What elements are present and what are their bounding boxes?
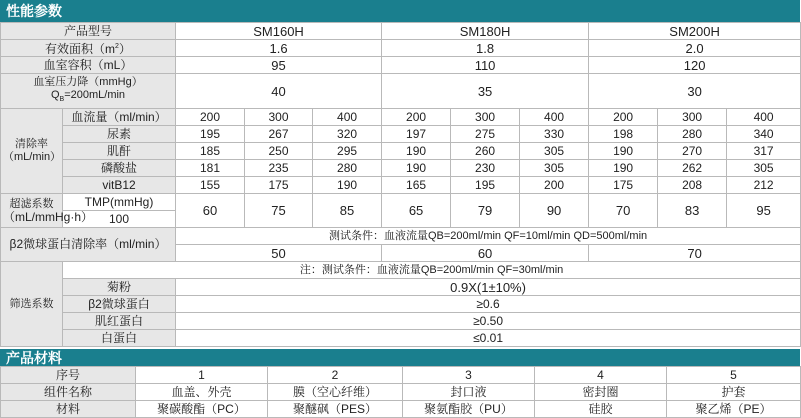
clearance-value: 320 [313, 126, 382, 143]
clearance-value: 190 [382, 143, 451, 160]
sieving-value: ≤0.01 [176, 330, 801, 347]
clearance-value: 155 [176, 177, 245, 194]
sieving-value: 0.9X(1±10%) [176, 279, 801, 296]
clearance-value: 260 [451, 143, 520, 160]
clearance-value: 195 [451, 177, 520, 194]
clearance-value: 267 [245, 126, 313, 143]
materials-section-title: 产品材料 [0, 349, 800, 366]
uf-value: 70 [589, 194, 658, 228]
serial-label: 序号 [1, 367, 136, 384]
component-name: 血盖、外壳 [136, 384, 268, 401]
clearance-value: 190 [382, 160, 451, 177]
clearance-value: 250 [245, 143, 313, 160]
clearance-value: 181 [176, 160, 245, 177]
performance-section-title: 性能参数 [0, 0, 800, 22]
component-name: 密封圈 [535, 384, 667, 401]
clearance-value: 185 [176, 143, 245, 160]
item-no: 2 [268, 367, 403, 384]
volume-value: 120 [589, 57, 801, 74]
flow-value: 300 [245, 109, 313, 126]
model-sm160h: SM160H [176, 23, 382, 40]
item-no: 1 [136, 367, 268, 384]
clearance-value: 175 [589, 177, 658, 194]
uf-value: 85 [313, 194, 382, 228]
area-value: 2.0 [589, 40, 801, 57]
clearance-value: 305 [520, 143, 589, 160]
clearance-row-vitb12: vitB12 [63, 177, 176, 194]
pressure-label-line2: $Q_B=200mL/\min$ [50, 88, 126, 104]
flow-value: 400 [313, 109, 382, 126]
b2m-value: 50 [176, 245, 382, 262]
clearance-value: 295 [313, 143, 382, 160]
flow-value: 200 [176, 109, 245, 126]
component-name: 护套 [667, 384, 801, 401]
sieving-value: ≥0.50 [176, 313, 801, 330]
model-sm180h: SM180H [382, 23, 589, 40]
clearance-value: 197 [382, 126, 451, 143]
tmp-value: 100 [63, 211, 176, 228]
uf-value: 83 [658, 194, 727, 228]
clearance-value: 340 [727, 126, 801, 143]
pressure-label-line1: 血室压力降（mmHg） [33, 75, 143, 88]
clearance-value: 190 [589, 160, 658, 177]
b2m-clearance-label: β2微球蛋白清除率（ml/min） [1, 228, 176, 262]
clearance-value: 305 [727, 160, 801, 177]
clearance-value: 280 [313, 160, 382, 177]
clearance-value: 280 [658, 126, 727, 143]
uf-value: 79 [451, 194, 520, 228]
component-name: 封口液 [403, 384, 535, 401]
flow-value: 400 [520, 109, 589, 126]
b2m-value: 60 [382, 245, 589, 262]
volume-label: 血室容积（mL） [1, 57, 176, 74]
material-name: 聚碳酸酯（PC） [136, 401, 268, 418]
b2m-value: 70 [589, 245, 801, 262]
uf-label: 超滤系数 （mL/mmHg·h） [1, 194, 63, 228]
uf-value: 65 [382, 194, 451, 228]
tmp-label: TMP(mmHg) [63, 194, 176, 211]
item-no: 4 [535, 367, 667, 384]
pressure-label [1, 74, 176, 109]
clearance-value: 190 [589, 143, 658, 160]
clearance-value: 200 [520, 177, 589, 194]
material-name: 聚乙烯（PE） [667, 401, 801, 418]
pressure-value: 40 [176, 74, 382, 109]
sieving-value: ≥0.6 [176, 296, 801, 313]
clearance-value: 317 [727, 143, 801, 160]
clearance-value: 175 [245, 177, 313, 194]
material-name: 硅胶 [535, 401, 667, 418]
flow-value: 300 [658, 109, 727, 126]
clearance-value: 198 [589, 126, 658, 143]
flow-value: 200 [589, 109, 658, 126]
component-name: 膜（空心纤维） [268, 384, 403, 401]
sieving-label: 筛选系数 [1, 262, 63, 347]
model-sm200h: SM200H [589, 23, 801, 40]
item-no: 5 [667, 367, 801, 384]
clearance-value: 235 [245, 160, 313, 177]
clearance-value: 212 [727, 177, 801, 194]
clearance-row-phosphate: 磷酸盐 [63, 160, 176, 177]
pressure-value: 35 [382, 74, 589, 109]
clearance-row-urea: 尿素 [63, 126, 176, 143]
area-value: 1.8 [382, 40, 589, 57]
clearance-value: 165 [382, 177, 451, 194]
sieving-row-albumin: 白蛋白 [63, 330, 176, 347]
area-value: 1.6 [176, 40, 382, 57]
b2m-test-condition: 测试条件：血液流量QB=200ml/min QF=10ml/min QD=500ml/min [176, 228, 801, 245]
clearance-value: 270 [658, 143, 727, 160]
sieving-row-myoglobin: 肌红蛋白 [63, 313, 176, 330]
sieving-row-inulin: 菊粉 [63, 279, 176, 296]
component-label: 组件名称 [1, 384, 136, 401]
clearance-value: 262 [658, 160, 727, 177]
material-name: 聚醚砜（PES） [268, 401, 403, 418]
flow-value: 400 [727, 109, 801, 126]
flow-value: 300 [451, 109, 520, 126]
clearance-value: 330 [520, 126, 589, 143]
pressure-value: 30 [589, 74, 801, 109]
volume-value: 110 [382, 57, 589, 74]
clearance-value: 195 [176, 126, 245, 143]
area-label: 有效面积$(m^2)$ [1, 40, 176, 57]
material-name: 聚氨酯胶（PU） [403, 401, 535, 418]
blood-flow-label: 血流量（ml/min） [63, 109, 176, 126]
performance-table [0, 22, 801, 347]
clearance-value: 305 [520, 160, 589, 177]
volume-value: 95 [176, 57, 382, 74]
clearance-value: 190 [313, 177, 382, 194]
uf-value: 95 [727, 194, 801, 228]
clearance-value: 275 [451, 126, 520, 143]
flow-value: 200 [382, 109, 451, 126]
sieving-row-b2m: β2微球蛋白 [63, 296, 176, 313]
clearance-value: 208 [658, 177, 727, 194]
uf-value: 90 [520, 194, 589, 228]
uf-value: 75 [245, 194, 313, 228]
material-label: 材料 [1, 401, 136, 418]
uf-value: 60 [176, 194, 245, 228]
sieving-test-condition: 注：测试条件：血液流量QB=200ml/min QF=30ml/min [63, 262, 801, 279]
product-model-label: 产品型号 [1, 23, 176, 40]
item-no: 3 [403, 367, 535, 384]
clearance-row-creatinine: 肌酐 [63, 143, 176, 160]
clearance-value: 230 [451, 160, 520, 177]
materials-table [0, 366, 801, 418]
clearance-label: 清除率 （mL/min） [1, 109, 63, 194]
